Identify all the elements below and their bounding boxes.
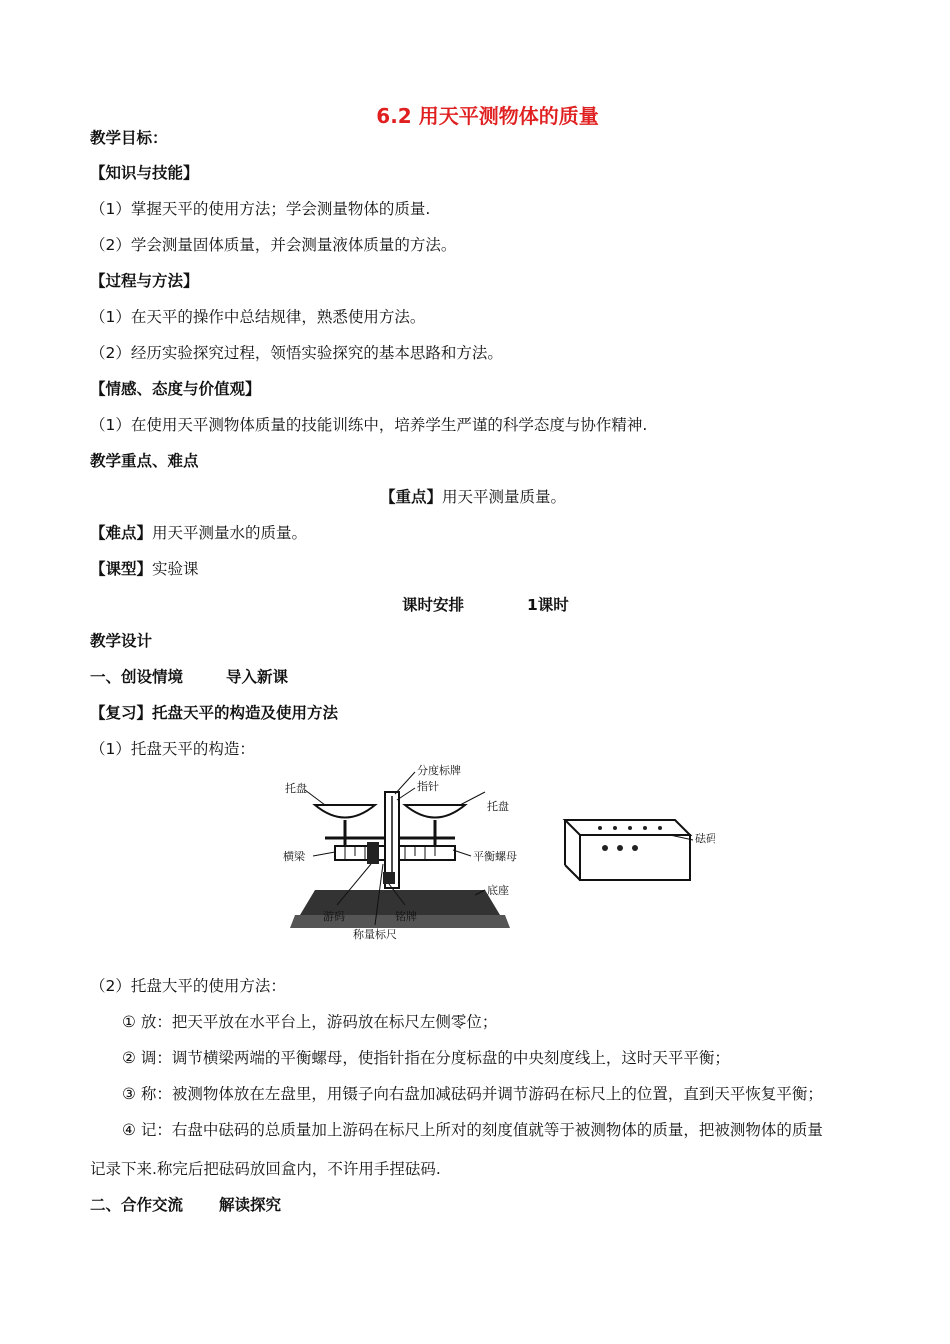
label-rider: 游码 <box>323 910 345 923</box>
rider-shape <box>367 842 379 864</box>
emotion-heading: 【情感、态度与价值观】 <box>90 380 261 398</box>
nameplate-shape <box>383 872 395 884</box>
type-text: 实验课 <box>152 560 199 578</box>
process-item-1: （1）在天平的操作中总结规律，熟悉使用方法。 <box>90 308 426 326</box>
left-tray-shape <box>315 805 375 818</box>
balance-diagram <box>275 760 715 950</box>
review-line <box>90 703 338 723</box>
knowledge-heading: 【知识与技能】 <box>90 164 199 182</box>
section1-b: 导入新课 <box>226 668 289 686</box>
knowledge-item-2: （2）学会测量固体质量，并会测量液体质量的方法。 <box>90 236 457 254</box>
difficult-point <box>90 523 307 543</box>
process-item-2: （2）经历实验探究过程，领悟实验探究的基本思路和方法。 <box>90 344 503 362</box>
weights-box-lid <box>565 820 690 835</box>
schedule-value: 1课时 <box>527 596 569 614</box>
structure-intro: （1）托盘天平的构造： <box>90 740 255 758</box>
label-scale-plate: 分度标牌 <box>417 764 461 777</box>
type-label: 【课型】 <box>90 560 153 578</box>
key-heading: 教学重点、难点 <box>90 452 199 470</box>
page-title: 6.2 用天平测物体的质量 <box>376 104 599 128</box>
usage-intro: （2）托盘大平的使用方法： <box>90 977 286 995</box>
label-nameplate: 铭牌 <box>395 910 417 923</box>
review-label: 【复习】 <box>90 704 153 722</box>
process-heading: 【过程与方法】 <box>90 272 199 290</box>
section1-a: 一、创设情境 <box>90 668 184 686</box>
goals-heading: 教学目标： <box>90 129 168 147</box>
label-base: 底座 <box>487 884 509 897</box>
usage-step-1: ① 放：把天平放在水平台上，游码放在标尺左侧零位； <box>122 1013 498 1031</box>
label-beam: 横梁 <box>283 850 305 863</box>
review-text: 托盘天平的构造及使用方法 <box>152 704 339 722</box>
usage-step-2: ② 调：调节横梁两端的平衡螺母，使指针指在分度标盘的中央刻度线上，这时天平平衡； <box>122 1049 730 1067</box>
knowledge-item-1: （1）掌握天平的使用方法；学会测量物体的质量. <box>90 200 431 218</box>
lesson-type <box>90 559 199 579</box>
usage-step-4a: ④ 记：右盘中砝码的总质量加上游码在标尺上所对的刻度值就等于被测物体的质量，把被测物体的质量 <box>122 1121 823 1139</box>
usage-step-3: ③ 称：被测物体放在左盘里，用镊子向右盘加减砝码并调节游码在标尺上的位置，直到天平恢复平衡； <box>122 1085 823 1103</box>
key-point <box>380 487 566 507</box>
emotion-item-1: （1）在使用天平测物体质量的技能训练中，培养学生严谨的科学态度与协作精神. <box>90 416 648 434</box>
section2-b: 解读探究 <box>219 1196 282 1214</box>
usage-step-4b: 记录下来.称完后把砝码放回盒内，不许用手捏砝码. <box>90 1160 441 1178</box>
right-tray-shape <box>405 805 465 818</box>
difficult-text: 用天平测量水的质量。 <box>152 524 308 542</box>
weights-box-front <box>580 835 690 880</box>
balance-figure <box>275 760 715 954</box>
label-pointer: 指针 <box>417 780 439 793</box>
label-tray-left: 托盘 <box>285 782 307 795</box>
design-heading: 教学设计 <box>90 632 153 650</box>
label-weights: 砝码 <box>695 832 715 845</box>
key-point-text: 用天平测量质量。 <box>442 488 567 506</box>
label-tray-right: 托盘 <box>487 800 509 813</box>
difficult-label: 【难点】 <box>90 524 153 542</box>
label-balance-nut: 平衡螺母 <box>473 850 517 863</box>
key-point-label: 【重点】 <box>380 488 443 506</box>
schedule-label: 课时安排 <box>402 596 465 614</box>
section2-a: 二、合作交流 <box>90 1196 184 1214</box>
label-beam-scale: 称量标尺 <box>353 928 397 941</box>
